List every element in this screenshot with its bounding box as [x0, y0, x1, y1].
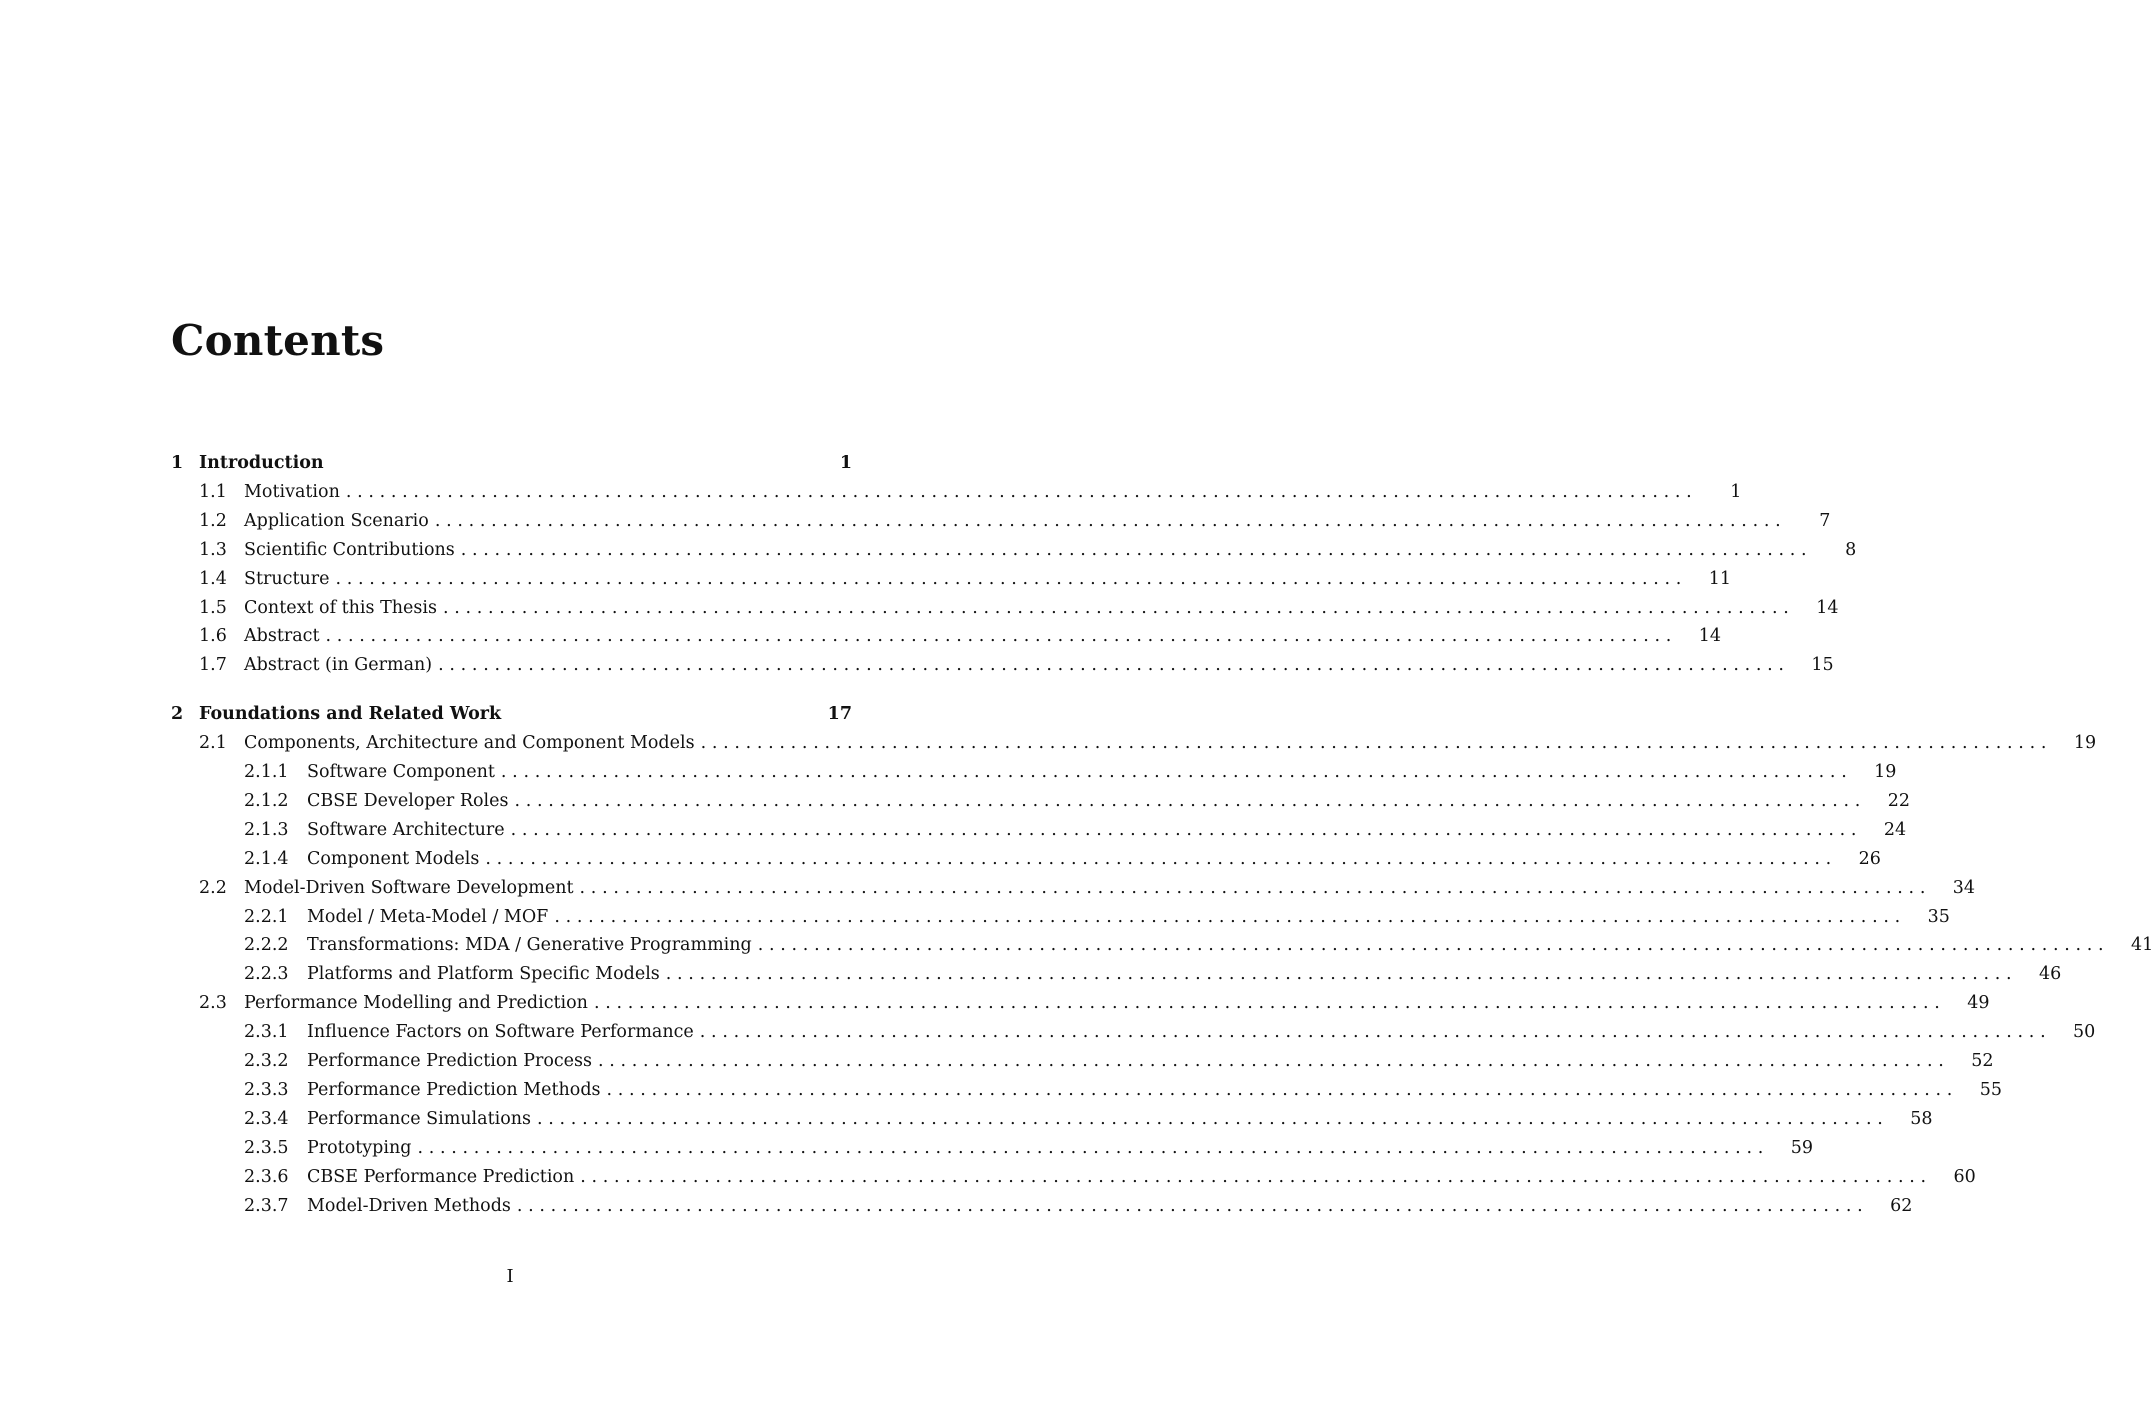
dot-leader: ........................................................................................................................	[417, 1137, 1769, 1158]
toc-chapter-entry[interactable]	[171, 449, 852, 477]
toc-section-entry[interactable]	[171, 536, 1857, 564]
toc-subsection-title: Platforms and Platform Specific Models	[307, 960, 666, 988]
toc-section-page: 14	[1698, 626, 1722, 647]
toc-section-number: 1.7	[199, 655, 227, 676]
toc-chapter-number: 1	[171, 453, 184, 473]
toc-subsection-entry[interactable]	[171, 787, 1911, 815]
toc-subsection-entry[interactable]	[171, 758, 1897, 786]
toc-section-number: 2.1	[199, 733, 227, 754]
dot-leader: ........................................................................................................................	[579, 877, 1932, 898]
toc-section-entry[interactable]	[171, 729, 2097, 757]
dot-leader: ........................................................................................................................	[438, 655, 1790, 676]
toc-subsection-page: 58	[1910, 1108, 1933, 1129]
dot-leader: ........................................................................................................................	[606, 1079, 1959, 1100]
toc-section-entry[interactable]	[171, 565, 1732, 593]
toc-chapter-page: 1	[839, 453, 852, 473]
toc-section-entry[interactable]	[171, 478, 1742, 506]
toc-section-title: Components, Architecture and Component Models	[244, 729, 701, 757]
toc-section-entry[interactable]	[171, 989, 1990, 1017]
dot-leader: ........................................................................................................................	[593, 993, 1946, 1014]
toc-subsection-number: 2.3.7	[244, 1195, 289, 1216]
toc-subsection-page: 24	[1883, 819, 1907, 840]
toc-section-number: 1.2	[199, 510, 227, 531]
dot-leader: ........................................................................................................................	[554, 906, 1906, 927]
toc-subsection-number: 2.1.3	[244, 819, 289, 840]
toc-section-title: Application Scenario	[244, 507, 435, 535]
dot-leader: ........................................................................................................................	[516, 1195, 1869, 1216]
toc-subsection-number: 2.3.6	[244, 1166, 289, 1187]
toc-subsection-entry[interactable]	[171, 1076, 2003, 1104]
toc-subsection-entry[interactable]	[171, 1134, 1813, 1162]
toc-subsection-page: 41	[2131, 935, 2153, 956]
toc-subsection-entry[interactable]	[171, 1018, 2096, 1046]
toc-subsection-number: 2.1.2	[244, 790, 289, 811]
toc-subsection-title: CBSE Developer Roles	[307, 787, 514, 815]
toc-subsection-entry[interactable]	[171, 960, 2062, 988]
toc-chapter-page: 17	[827, 704, 852, 725]
toc-subsection-page: 59	[1790, 1137, 1813, 1158]
toc-subsection-title: Model-Driven Methods	[307, 1192, 517, 1220]
toc-subsection-title: Component Models	[307, 845, 485, 873]
toc-section-page: 34	[1952, 877, 1976, 898]
toc-section-number: 1.4	[199, 568, 227, 589]
dot-leader: ........................................................................................................................	[485, 848, 1837, 869]
toc-section-title: Abstract	[244, 622, 326, 650]
toc-subsection-number: 2.1.1	[244, 762, 289, 782]
toc-subsection-entry[interactable]	[171, 903, 1950, 931]
toc-subsection-entry[interactable]	[171, 816, 1907, 844]
toc-subsection-number: 2.2.2	[244, 935, 289, 956]
toc-subsection-entry[interactable]	[171, 1105, 1933, 1133]
toc-subsection-number: 2.2.3	[244, 964, 289, 985]
toc-subsection-number: 2.3.4	[244, 1108, 289, 1129]
dot-leader: ........................................................................................................................	[434, 510, 1787, 531]
toc-subsection-title: Performance Prediction Methods	[307, 1076, 607, 1104]
toc-subsection-title: Performance Simulations	[307, 1105, 537, 1133]
toc-section-page: 49	[1967, 993, 1990, 1014]
dot-leader: ........................................................................................................................	[757, 935, 2110, 956]
dot-leader: ........................................................................................................................	[514, 790, 1867, 811]
toc-subsection-entry[interactable]	[171, 1163, 1976, 1191]
dot-leader: ........................................................................................................................	[510, 819, 1863, 840]
toc-subsection-entry[interactable]	[171, 1047, 1994, 1075]
toc-section-page: 15	[1811, 655, 1834, 676]
toc-section-number: 1.5	[199, 597, 227, 618]
dot-leader: ........................................................................................................................	[345, 481, 1698, 502]
toc-subsection-entry[interactable]	[171, 845, 1881, 873]
toc-subsection-page: 22	[1887, 790, 1911, 811]
toc-subsection-title: Software Component	[307, 758, 501, 786]
toc-section-entry[interactable]	[171, 507, 1831, 535]
toc-section-title: Context of this Thesis	[244, 594, 443, 622]
toc-subsection-entry[interactable]	[171, 931, 2153, 959]
dot-leader: ........................................................................................................................	[500, 762, 1853, 782]
toc-subsection-page: 55	[1979, 1079, 2003, 1100]
dot-leader: ........................................................................................................................	[665, 964, 2018, 985]
toc-section-page: 7	[1819, 510, 1831, 531]
toc-subsection-page: 35	[1927, 906, 1950, 927]
dot-leader: ........................................................................................................................	[700, 733, 2053, 754]
toc-subsection-title: Influence Factors on Software Performance	[307, 1018, 700, 1046]
toc-section-title: Structure	[244, 565, 335, 593]
toc-subsection-title: Prototyping	[307, 1134, 417, 1162]
toc-subsection-title: Model / Meta-Model / MOF	[307, 903, 554, 931]
toc-section-entry[interactable]	[171, 622, 1722, 650]
dot-leader: ........................................................................................................................	[580, 1166, 1932, 1187]
toc-section-title: Model-Driven Software Development	[244, 874, 580, 902]
toc-section-number: 1.6	[199, 626, 227, 647]
toc-subsection-page: 46	[2039, 964, 2062, 985]
toc-chapter-entry[interactable]	[171, 700, 852, 728]
toc-section-number: 2.3	[199, 993, 227, 1014]
toc-section-number: 1.1	[199, 481, 227, 502]
toc-subsection-page: 52	[1971, 1051, 1994, 1071]
toc-section-number: 1.3	[199, 539, 227, 560]
toc-subsection-number: 2.3.2	[244, 1051, 289, 1071]
toc-chapter-number: 2	[171, 704, 184, 725]
toc-subsection-title: CBSE Performance Prediction	[307, 1163, 580, 1191]
dot-leader: ........................................................................................................................	[699, 1022, 2052, 1043]
toc-subsection-title: Transformations: MDA / Generative Programming	[307, 931, 758, 959]
dot-leader: ........................................................................................................................	[335, 568, 1688, 589]
toc-section-page: 19	[2073, 733, 2097, 754]
page-title: Contents	[171, 316, 385, 365]
toc-section-title: Motivation	[244, 478, 346, 506]
toc-subsection-page: 26	[1858, 848, 1881, 869]
toc-section-page: 14	[1816, 597, 1839, 618]
dot-leader: ........................................................................................................................	[460, 539, 1813, 560]
page-number: I	[506, 1266, 514, 1287]
dot-leader: ........................................................................................................................	[537, 1108, 1889, 1129]
toc-subsection-title: Performance Prediction Process	[307, 1047, 598, 1075]
toc-section-title: Performance Modelling and Prediction	[244, 989, 594, 1017]
toc-subsection-number: 2.3.3	[244, 1079, 289, 1100]
dot-leader: ........................................................................................................................	[325, 626, 1678, 647]
toc-section-number: 2.2	[199, 877, 227, 898]
toc-subsection-number: 2.3.5	[244, 1137, 289, 1158]
toc-section-page: 8	[1845, 539, 1857, 560]
toc-subsection-number: 2.1.4	[244, 848, 289, 869]
toc-section-entry[interactable]	[171, 594, 1839, 622]
dot-leader: ........................................................................................................................	[442, 597, 1795, 618]
toc-subsection-title: Software Architecture	[307, 816, 511, 844]
dot-leader: ........................................................................................................................	[598, 1051, 1950, 1071]
toc-subsection-number: 2.3.1	[244, 1022, 289, 1043]
toc-subsection-page: 19	[1874, 762, 1897, 782]
toc-subsection-page: 60	[1953, 1166, 1976, 1187]
toc-chapter-title: Introduction	[199, 449, 330, 477]
toc-subsection-number: 2.2.1	[244, 906, 289, 927]
toc-subsection-page: 50	[2073, 1022, 2096, 1043]
toc-section-title: Scientific Contributions	[244, 536, 461, 564]
toc-section-page: 1	[1730, 481, 1742, 502]
toc-section-title: Abstract (in German)	[244, 651, 438, 679]
toc-subsection-page: 62	[1890, 1195, 1913, 1216]
toc-section-entry[interactable]	[171, 651, 1834, 679]
toc-chapter-title: Foundations and Related Work	[199, 700, 507, 728]
toc-subsection-entry[interactable]	[171, 1192, 1913, 1220]
toc-section-page: 11	[1708, 568, 1732, 589]
toc-section-entry[interactable]	[171, 874, 1976, 902]
